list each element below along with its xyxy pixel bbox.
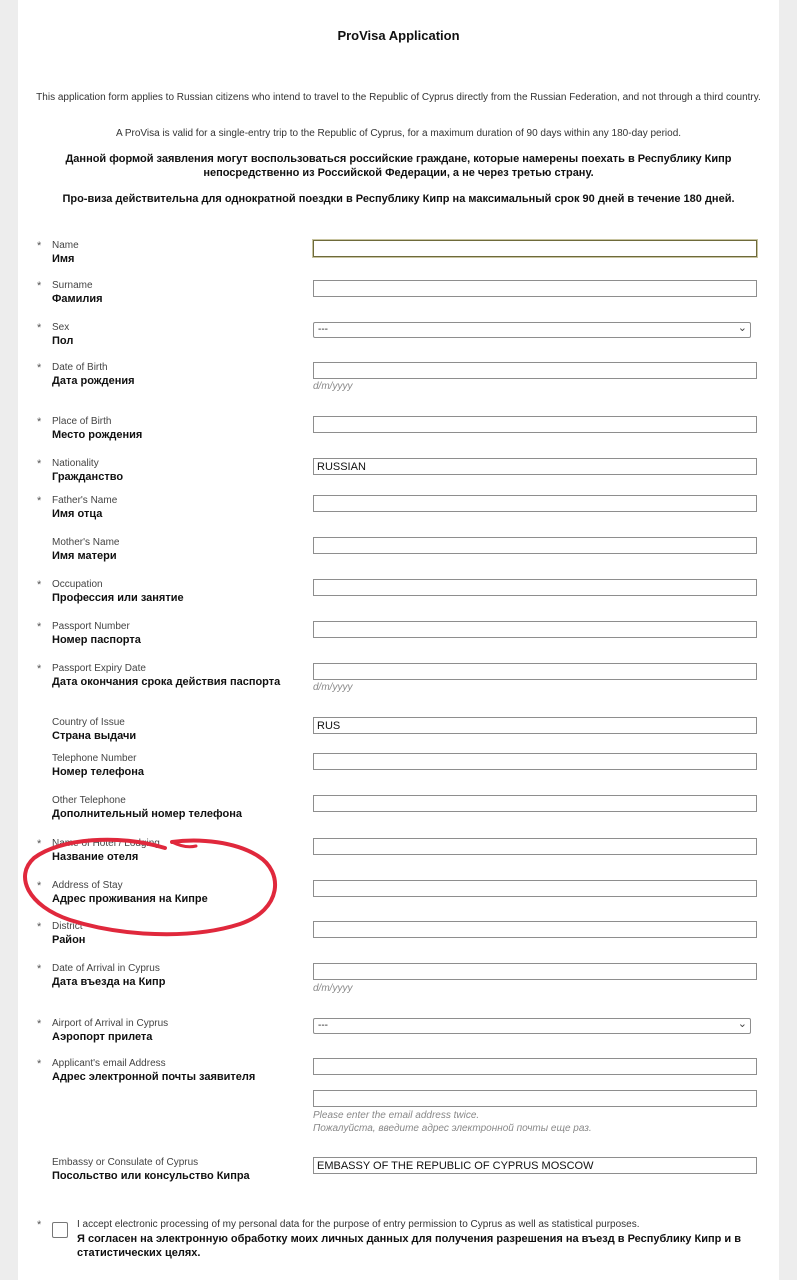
required-mark: * (37, 663, 42, 675)
label-en: Country of Issue (52, 717, 125, 728)
required-mark: * (37, 495, 42, 507)
intro-en-2: A ProVisa is valid for a single-entry trip to the Republic of Cyprus, for a maximum duration of 90 days within any 180-day period. (115, 128, 682, 139)
label-ru: Аэропорт прилета (52, 1031, 153, 1043)
label-en: Sex (52, 322, 70, 333)
label-en: Surname (52, 280, 93, 291)
consent-text-ru: Я согласен на электронную обработку моих личных данных для получения разрешения на въезд в Республику Кипр и в статистических целях. (77, 1233, 741, 1259)
label-en: Other Telephone (52, 795, 126, 806)
label-ru: Дополнительный номер телефона (52, 808, 242, 820)
required-mark: * (37, 362, 42, 374)
label-en: Telephone Number (52, 753, 137, 764)
label-en: Embassy or Consulate of Cyprus (52, 1157, 199, 1168)
chevron-down-icon: ⌄ (737, 322, 747, 334)
intro-ru-2: Про-виза действительна для однократной поездки в Республику Кипр на максимальный срок 90 дней в течение 180 дней. (62, 193, 735, 205)
required-mark: * (37, 1219, 42, 1231)
arrival-date-hint: d/m/yyyy (313, 983, 353, 994)
label-ru: Место рождения (52, 429, 143, 441)
intro-ru-1: Данной формой заявления могут воспользоваться российские граждане, которые намерены поехать в Республику Кипр непосредственно из Российской Федерации, а не через третью страну. (65, 153, 732, 179)
page-title: ProVisa Application (337, 28, 460, 43)
label-en: Address of Stay (52, 880, 123, 891)
label-ru: Имя отца (52, 508, 103, 520)
required-mark: * (37, 240, 42, 252)
label-en: Passport Expiry Date (52, 663, 146, 674)
label-ru: Имя (52, 253, 75, 265)
required-mark: * (37, 838, 42, 850)
label-ru: Имя матери (52, 550, 117, 562)
required-mark: * (37, 579, 42, 591)
label-ru: Страна выдачи (52, 730, 137, 742)
label-ru: Номер паспорта (52, 634, 141, 646)
sex-selected-value: --- (318, 324, 328, 335)
label-en: District (52, 921, 83, 932)
label-ru: Адрес проживания на Кипре (52, 893, 208, 905)
label-en: Passport Number (52, 621, 130, 632)
label-ru: Фамилия (52, 293, 103, 305)
label-en: Place of Birth (52, 416, 112, 427)
label-en: Nationality (52, 458, 99, 469)
label-ru: Профессия или занятие (52, 592, 184, 604)
label-ru: Гражданство (52, 471, 124, 483)
label-en: Date of Birth (52, 362, 108, 373)
label-ru: Адрес электронной почты заявителя (52, 1071, 256, 1083)
required-mark: * (37, 880, 42, 892)
label-ru: Дата въезда на Кипр (52, 976, 166, 988)
label-ru: Номер телефона (52, 766, 144, 778)
required-mark: * (37, 1018, 42, 1030)
required-mark: * (37, 280, 42, 292)
passport-expiry-hint: d/m/yyyy (313, 682, 353, 693)
label-en: Name (52, 240, 79, 251)
label-en: Date of Arrival in Cyprus (52, 963, 160, 974)
chevron-down-icon: ⌄ (737, 1018, 747, 1030)
label-en: Name of Hotel / Lodging (52, 838, 160, 849)
airport-selected-value: --- (318, 1020, 328, 1031)
label-ru: Пол (52, 335, 74, 347)
required-mark: * (37, 322, 42, 334)
label-ru: Дата окончания срока действия паспорта (52, 676, 281, 688)
required-mark: * (37, 963, 42, 975)
label-ru: Дата рождения (52, 375, 135, 387)
dob-hint: d/m/yyyy (313, 381, 353, 392)
required-mark: * (37, 1058, 42, 1070)
required-mark: * (37, 621, 42, 633)
label-en: Applicant's email Address (52, 1058, 166, 1069)
consent-text-en: I accept electronic processing of my personal data for the purpose of entry permission to Cyprus as well as statistical purposes. (77, 1219, 640, 1230)
email-hint-en: Please enter the email address twice. (313, 1110, 480, 1121)
required-mark: * (37, 416, 42, 428)
annotation-stroke (25, 840, 275, 934)
label-en: Father's Name (52, 495, 118, 506)
label-en: Occupation (52, 579, 103, 590)
label-en: Airport of Arrival in Cyprus (52, 1018, 169, 1029)
intro-en-1: This application form applies to Russian citizens who intend to travel to the Republic of Cyprus directly from the Russian Federation, and not through a third country. (36, 92, 761, 103)
required-mark: * (37, 921, 42, 933)
label-en: Mother's Name (52, 537, 120, 548)
label-ru: Посольство или консульство Кипра (52, 1170, 250, 1182)
required-mark: * (37, 458, 42, 470)
label-ru: Название отеля (52, 851, 139, 863)
label-ru: Район (52, 934, 86, 946)
email-hint-ru: Пожалуйста, введите адрес электронной почты еще раз. (313, 1123, 592, 1134)
